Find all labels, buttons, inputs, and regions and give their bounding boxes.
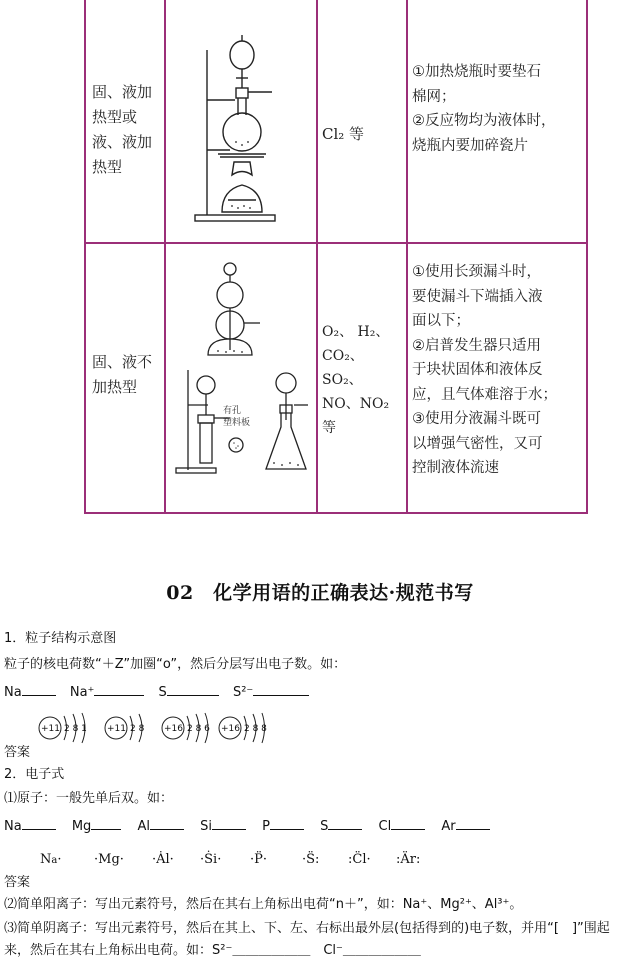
item2-title: 2．电子式 — [4, 767, 65, 782]
section-heading: 02 化学用语的正确表达·规范书写 — [166, 582, 474, 604]
answer-label-2: 答案 — [4, 875, 31, 890]
perforated-plate-label-2: 塑料板 — [223, 418, 251, 428]
item2-sub2: ⑵简单阳离子：写出元素符号，然后在其右上角标出电荷“n＋”，如：Na⁺、Mg²⁺、Al³⁺。 — [4, 897, 523, 912]
diagram-na-ion-nucleus: +11 — [107, 724, 126, 734]
row2-gas: O₂、 H₂、 CO₂、SO₂、 NO、NO₂ 等 — [322, 324, 390, 436]
diagram-na-shells: 2 8 1 — [64, 724, 87, 734]
kipp-and-funnel-apparatus-image — [168, 255, 318, 480]
lewis-mg: ·Mg· — [94, 852, 124, 867]
diagram-s-shells: 2 8 6 — [187, 724, 210, 734]
item2-sub1: ⑴原子：一般先单后双。如： — [4, 791, 174, 806]
diagram-s-nucleus: +16 — [164, 724, 183, 734]
row1-type: 固、液加 热型或 液、液加 热型 — [92, 83, 153, 176]
diagram-s-ion-shells: 2 8 8 — [244, 724, 267, 734]
row2-type: 固、液不 加热型 — [92, 353, 153, 396]
row2-notes: ①使用长颈漏斗时， 要使漏斗下端插入液 面以下； ②启普发生器只适用 于块状固体和液体反 应，且气体难溶于水； ③使用分液漏斗既可 以增强气密性，又可 控制液体流速 — [412, 264, 557, 476]
atomic-structure-diagrams — [28, 708, 268, 748]
item1-species-row: Na Na⁺ S S²⁻ — [4, 682, 309, 702]
perforated-plate-label-1: 有孔 — [223, 406, 242, 416]
lewis-na: Na· — [40, 852, 62, 867]
lewis-s: ·S̈: — [302, 852, 320, 867]
diagram-na-ion-shells: 2 8 — [130, 724, 145, 734]
diagram-s-ion-nucleus: +16 — [221, 724, 240, 734]
item2-species-row: Na Mg Al Si P S Cl Ar — [4, 816, 490, 836]
row1-gas: Cl₂ 等 — [322, 125, 365, 143]
lewis-dot-row — [40, 848, 440, 872]
item1-title: 1．粒子结构示意图 — [4, 631, 117, 646]
item2-sub3-line1: ⑶简单阴离子：写出元素符号，然后在其上、下、左、右标出最外层(包括得到的)电子数，并用“[ ]”围起 — [4, 921, 610, 936]
row1-notes: ①加热烧瓶时要垫石 棉网； ②反应物均为液体时， 烧瓶内要加碎瓷片 — [412, 64, 556, 154]
lewis-p: ·P̈· — [250, 852, 268, 867]
item2-sub3-line2: 来，然后在其右上角标出电荷。如：S²⁻＿＿＿＿＿＿ Cl⁻＿＿＿＿＿＿ — [4, 943, 421, 958]
heated-flask-apparatus-image — [180, 30, 290, 230]
lewis-cl: :C̈l· — [348, 852, 371, 867]
lewis-ar: :Är: — [396, 852, 421, 867]
diagram-na-nucleus: +11 — [41, 724, 60, 734]
item1-description: 粒子的核电荷数“＋Z”加圈“o”，然后分层写出电子数。如： — [4, 657, 347, 672]
lewis-si: ·Ṡi· — [200, 852, 222, 867]
answer-label-1: 答案 — [4, 745, 31, 760]
lewis-al: ·Ȧl· — [152, 852, 174, 867]
